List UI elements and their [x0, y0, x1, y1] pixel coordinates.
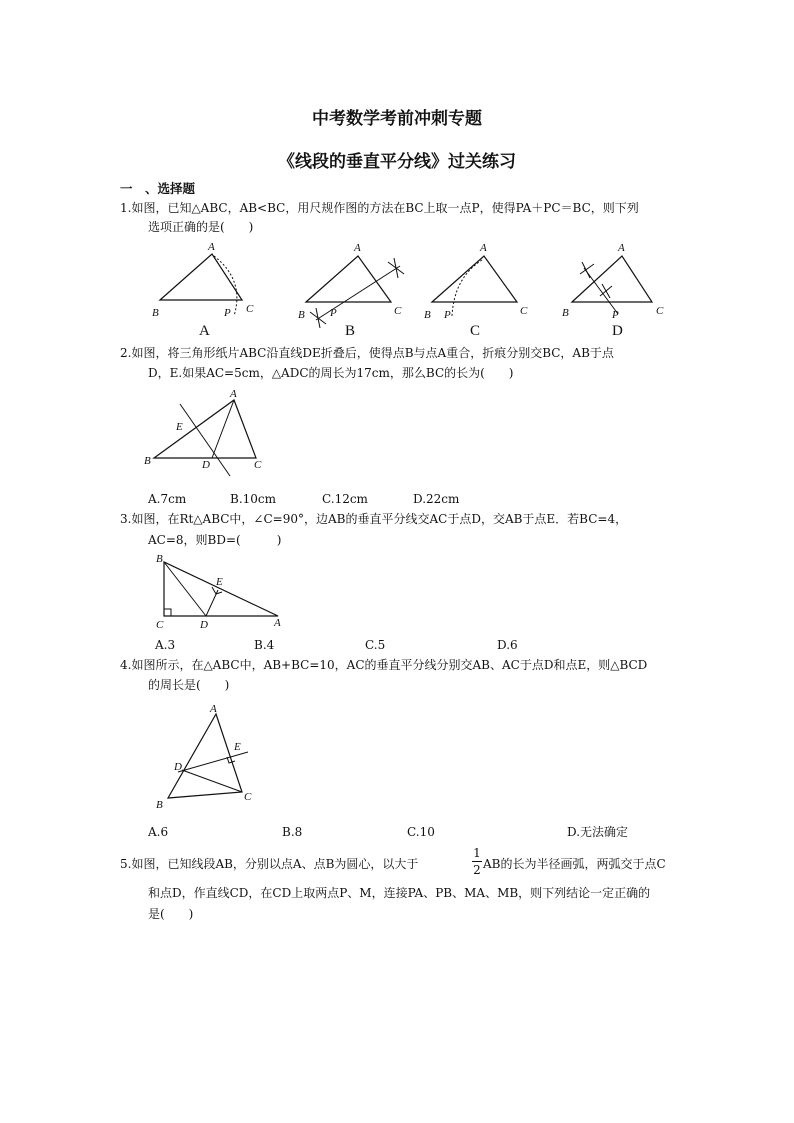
section-heading: 一 、选择题 — [120, 181, 196, 196]
svg-text:P: P — [330, 307, 337, 319]
svg-text:A: A — [210, 703, 217, 715]
q1-figure-c — [422, 240, 532, 320]
q4-option-d: D.无法确定 — [567, 825, 629, 839]
svg-text:A: A — [354, 242, 361, 254]
svg-text:A: A — [618, 242, 625, 254]
q2-option-b: B.10cm — [230, 492, 277, 506]
q1-text-line2: 选项正确的是( ) — [148, 220, 254, 234]
svg-text:P: P — [444, 309, 451, 321]
svg-text:D: D — [202, 459, 210, 471]
svg-text:C: C — [520, 305, 528, 317]
q3-option-b: B.4 — [254, 638, 275, 652]
svg-text:B: B — [152, 307, 159, 319]
q4-text-line1: 4.如图所示，在△ABC中，AB+BC=10，AC的垂直平分线分别交AB、AC于点D和点E，则△BCD — [120, 658, 648, 672]
svg-text:A: A — [230, 388, 237, 400]
q3-figure — [150, 552, 285, 630]
q2-option-c: C.12cm — [322, 492, 368, 506]
q5-text-line2: 和点D，作直线CD，在CD上取两点P、M，连接PA、PB、MA、MB，则下列结论一定正确的 — [148, 886, 651, 900]
svg-text:E: E — [216, 576, 223, 588]
q2-figure — [144, 388, 274, 478]
q3-text-line1: 3.如图，在Rt△ABC中，∠C=90°，边AB的垂直平分线交AC于点D，交AB于点E．若BC=4， — [120, 512, 628, 526]
svg-text:A: A — [208, 241, 215, 253]
q3-text-line2: AC=8，则BD=( ) — [148, 533, 282, 547]
q2-text-line2: D，E.如果AC=5cm，△ADC的周长为17cm，那么BC的长为( ) — [148, 366, 514, 380]
q2-option-d: D.22cm — [413, 492, 460, 506]
q1-figure-label-a: A — [199, 323, 210, 339]
q2-text-line1: 2.如图，将三角形纸片ABC沿直线DE折叠后，使得点B与点A重合，折痕分别交BC，AB于点 — [120, 346, 614, 360]
q4-option-a: A.6 — [148, 825, 169, 839]
svg-text:B: B — [156, 553, 163, 565]
svg-text:A: A — [480, 242, 487, 254]
svg-text:C: C — [254, 459, 262, 471]
svg-text:C: C — [394, 305, 402, 317]
svg-text:E: E — [176, 421, 183, 433]
svg-text:B: B — [156, 799, 163, 811]
q4-option-b: B.8 — [282, 825, 303, 839]
svg-text:C: C — [156, 619, 164, 631]
q2-option-a: A.7cm — [148, 492, 187, 506]
q1-figure-a — [150, 240, 260, 320]
q3-option-a: A.3 — [155, 638, 176, 652]
svg-text:P: P — [224, 307, 231, 319]
q1-text-line1: 1.如图，已知△ABC，AB<BC，用尺规作图的方法在BC上取一点P，使得PA＋PC＝BC，则下列 — [120, 201, 639, 215]
svg-text:D: D — [200, 619, 208, 631]
q4-figure — [150, 700, 265, 812]
q5-text-line1a: 5.如图，已知线段AB，分别以点A、点B为圆心，以大于 — [120, 857, 419, 871]
page-subtitle: 《线段的垂直平分线》过关练习 — [278, 152, 516, 172]
svg-text:B: B — [424, 309, 431, 321]
q1-figure-label-c: C — [470, 323, 481, 339]
q1-figure-label-d: D — [612, 323, 623, 339]
q5-text-line1b: AB的长为半径画弧，两弧交于点C — [483, 857, 666, 871]
svg-text:C: C — [246, 303, 254, 315]
q4-text-line2: 的周长是( ) — [148, 678, 230, 692]
svg-text:P: P — [612, 309, 619, 321]
svg-text:C: C — [244, 791, 252, 803]
svg-text:D: D — [174, 761, 182, 773]
svg-text:C: C — [656, 305, 664, 317]
q5-fraction-numerator: 1 — [473, 846, 481, 860]
svg-text:E: E — [234, 741, 241, 753]
q5-fraction-denominator: 2 — [473, 863, 481, 877]
q1-figure-d — [560, 240, 670, 320]
svg-text:B: B — [144, 455, 151, 467]
q3-option-d: D.6 — [497, 638, 518, 652]
svg-text:B: B — [298, 309, 305, 321]
q5-text-line3: 是( ) — [148, 907, 194, 921]
q4-option-c: C.10 — [407, 825, 435, 839]
svg-text:A: A — [274, 617, 281, 629]
q5-fraction-bar — [472, 861, 482, 862]
page-title: 中考数学考前冲刺专题 — [312, 109, 482, 129]
q1-figure-b — [296, 240, 416, 325]
svg-text:B: B — [562, 307, 569, 319]
q1-figure-label-b: B — [345, 323, 356, 339]
q3-option-c: C.5 — [365, 638, 386, 652]
